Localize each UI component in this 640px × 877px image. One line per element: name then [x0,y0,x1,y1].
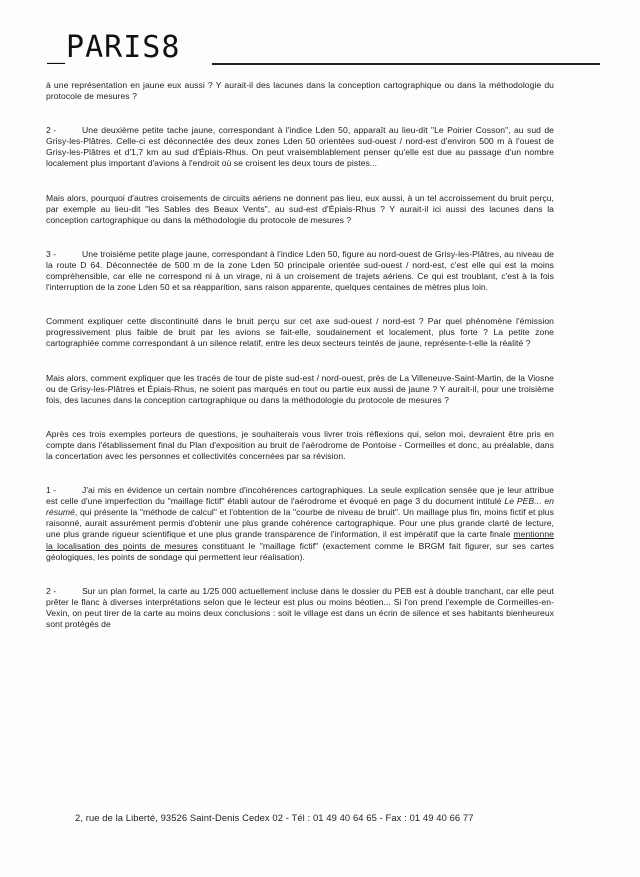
point-3-paragraph [46,249,554,293]
reflection-2-number: 2 - [46,585,57,596]
reflection-1-underlined: mentionne la localisation des points de mesures [46,529,554,551]
reflection-1-doc-title: Le PEB... en résumé [46,496,554,518]
reflection-1-number: 1 - [46,485,57,496]
point-3-question: Comment expliquer cette discontinuité dans le bruit perçu sur cet axe sud-ouest / nord-est ? Par quel phénomène l'émission progressivement plus faible de bruit par les avions se fait-elle, soudainement et localement, plus forte ? La petite zone cartographiée comme correspondant à un silence relatif, entre les deux secteurs teintés de jaune, représente-t-elle la réalité ? [46,316,554,349]
reflection-2-text: Sur un plan formel, la carte au 1/25 000 actuellement incluse dans le dossier du PEB est à double tranchant, car elle peut prêter le flanc à diverses interprétations selon que le lecteur est plus ou moins béotien... Si l'on prend l'exemple de Cormeilles-en-Vexin, on peut tirer de la carte au moins deux conclusions : soit le village est dans un écrin de silence et ses habitants bienheureux sont protégés de [46,585,554,629]
intro-continuation: à une représentation en jaune eux aussi ? Y aurait-il des lacunes dans la conception cartographique ou dans la méthodologie du protocole de mesures ? [46,80,554,102]
point-3-text: Une troisième petite plage jaune, correspondant à l'indice Lden 50, figure au nord-ouest de Grisy-les-Plâtres, au niveau de la route D 64. Déconnectée de 500 m de la zone Lden 50 principale orientée sud-ouest / nord-est, c'est elle qui est la moins compréhensible, car elle ne correspond ni à un virage, ni à un croisement de trajets aériens. Ce qui est troublant, c'est à la fois l'interruption de la zone Lden 50 et sa réapparition, sans raison apparente, quelques centaines de mètres plus loin. [46,248,554,293]
point-2-number: 2 - [46,125,57,136]
point-2-paragraph [46,125,554,169]
reflection-1-text-b: , qui présente la "méthode de calcul" et l'obtention de la "courbe de niveau de bruit". Un maillage plus fin, moins fictif et plus raisonné, aurait assurément permis d'obtenir une plus grande cohérence cartographique. Pour une plus grande clarté de lecture, une plus grande rigueur scientifique et une plus grande transparence de l'information, il est impératif que la carte finale [46,507,554,540]
point-3-number: 3 - [46,248,57,259]
reflections-intro: Après ces trois exemples porteurs de questions, je souhaiterais vous livrer trois réflexions qui, selon moi, devraient être pris en compte dans l'établissement final du Plan d'exposition au bruit de l'aérodrome de Pontoise - Cormeilles et donc, au préalable, dans la concertation avec les personnes et collectivités concernées par sa révision. [46,428,554,461]
reflection-1-text-a: J'ai mis en évidence un certain nombre d'incohérences cartographiques. La seule explication sensée que je leur attribue est celle d'une imperfection du "maillage fictif" établi autour de l'aérodrome et évoqué en page 3 du document intitulé [46,485,554,507]
point-2-text: Une deuxième petite tache jaune, correspondant à l'indice Lden 50, apparaît au lieu-dit "Le Poirier Cosson", au sud de Grisy-les-Plâtres. Celle-ci est déconnectée des deux zones Lden 50 orientées sud-ouest / nord-est d'environ 500 m à l'ouest de Grisy-les-Plâtres et d'1,7 km au sud d'Épiais-Rhus. On peut vraisemblablement penser qu'elle est due au passage d'un nombre localement plus important d'avions à l'endroit où se croisent les deux tours de pistes... [46,125,554,169]
footer-address: 2, rue de la Liberté, 93526 Saint-Denis Cedex 02 - Tél : 01 49 40 64 65 - Fax : 01 49 40 66 77 [75,812,474,823]
reflection-2-paragraph [46,586,554,630]
letter-body [46,80,554,653]
reflection-1-text-c: constituant le "maillage fictif" (exactement comme le BRGM fait figurer, sur ses cartes géologiques, les points de sondage qui permettent leur réalisation). [46,540,555,562]
paris8-logo: _PARIS8 [47,30,181,65]
reflection-1-paragraph [46,485,554,563]
point-3-question-2: Mais alors, comment expliquer que les tracés de tour de piste sud-est / nord-ouest, près de La Villeneuve-Saint-Martin, de la Viosne ou de Grisy-les-Plâtres et Épiais-Rhus, ne soient pas marqués en tout ou partie eux aussi de jaune ? Y aurait-il, pour une troisième fois, des lacunes dans la conception cartographique ou dans la méthodologie du protocole de mesures ? [46,372,554,405]
point-2-question: Mais alors, pourquoi d'autres croisements de circuits aériens ne donnent pas lieu, eux aussi, à un tel accroissement du bruit perçu, par exemple au lieu-dit "les Sables des Beaux Vents", au sud-est d'Épiais-Rhus ? Y aurait-il ici aussi des lacunes dans la conception cartographique ou dans la méthodologie du protocole de mesures ? [46,192,554,225]
header-rule [212,63,600,65]
